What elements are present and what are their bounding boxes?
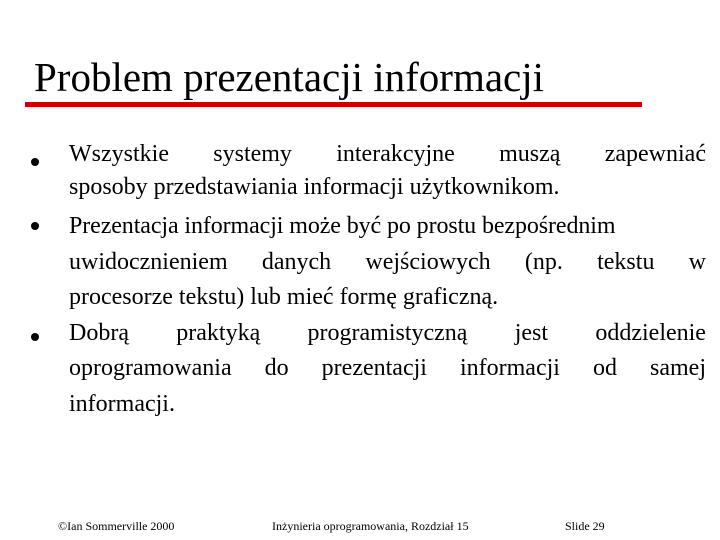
footer-slide-number: Slide 29	[565, 519, 605, 533]
bullet-3-line-1	[69, 320, 706, 347]
footer-course: Inżynieria oprogramowania, Rozdział 15	[272, 519, 469, 533]
word: samej	[650, 355, 706, 381]
word: do	[264, 355, 289, 381]
word: uwidocznieniem	[69, 249, 228, 275]
word: interakcyjne	[336, 141, 455, 167]
word: (np.	[524, 249, 563, 275]
word: prezentacji	[321, 355, 427, 381]
word: praktyką	[176, 320, 261, 346]
word: tekstu	[597, 249, 655, 275]
word: jest	[514, 320, 549, 346]
bullet-2-line-2	[69, 249, 706, 276]
bullet-1-line-2: sposoby przedstawiania informacji użytkownikom.	[69, 174, 560, 200]
word: od	[592, 355, 617, 381]
word: oprogramowania	[69, 355, 232, 381]
word: Wszystkie	[69, 141, 169, 167]
bullet-dot	[31, 222, 39, 230]
slide-title: Problem prezentacji informacji	[34, 54, 545, 100]
bullet-2-line-1: Prezentacja informacji może być po prostu bezpośrednim	[69, 213, 616, 239]
word: wejściowych	[365, 249, 491, 275]
bullet-dot	[31, 158, 39, 166]
word: Dobrą	[69, 320, 129, 346]
footer-copyright: ©Ian Sommerville 2000	[58, 519, 175, 533]
word: w	[688, 249, 706, 275]
bullet-dot	[31, 333, 39, 341]
word: muszą	[499, 141, 561, 167]
bullet-3-line-3: informacji.	[69, 391, 175, 417]
word: systemy	[213, 141, 292, 167]
word: informacji	[459, 355, 560, 381]
word: programistyczną	[307, 320, 468, 346]
word: zapewniać	[604, 141, 706, 167]
bullet-2-line-3: procesorze tekstu) lub mieć formę graficzną.	[69, 284, 499, 310]
bullet-1-line-1	[69, 141, 706, 168]
bullet-3-line-2	[69, 355, 706, 382]
word: oddzielenie	[595, 320, 706, 346]
word: danych	[261, 249, 332, 275]
